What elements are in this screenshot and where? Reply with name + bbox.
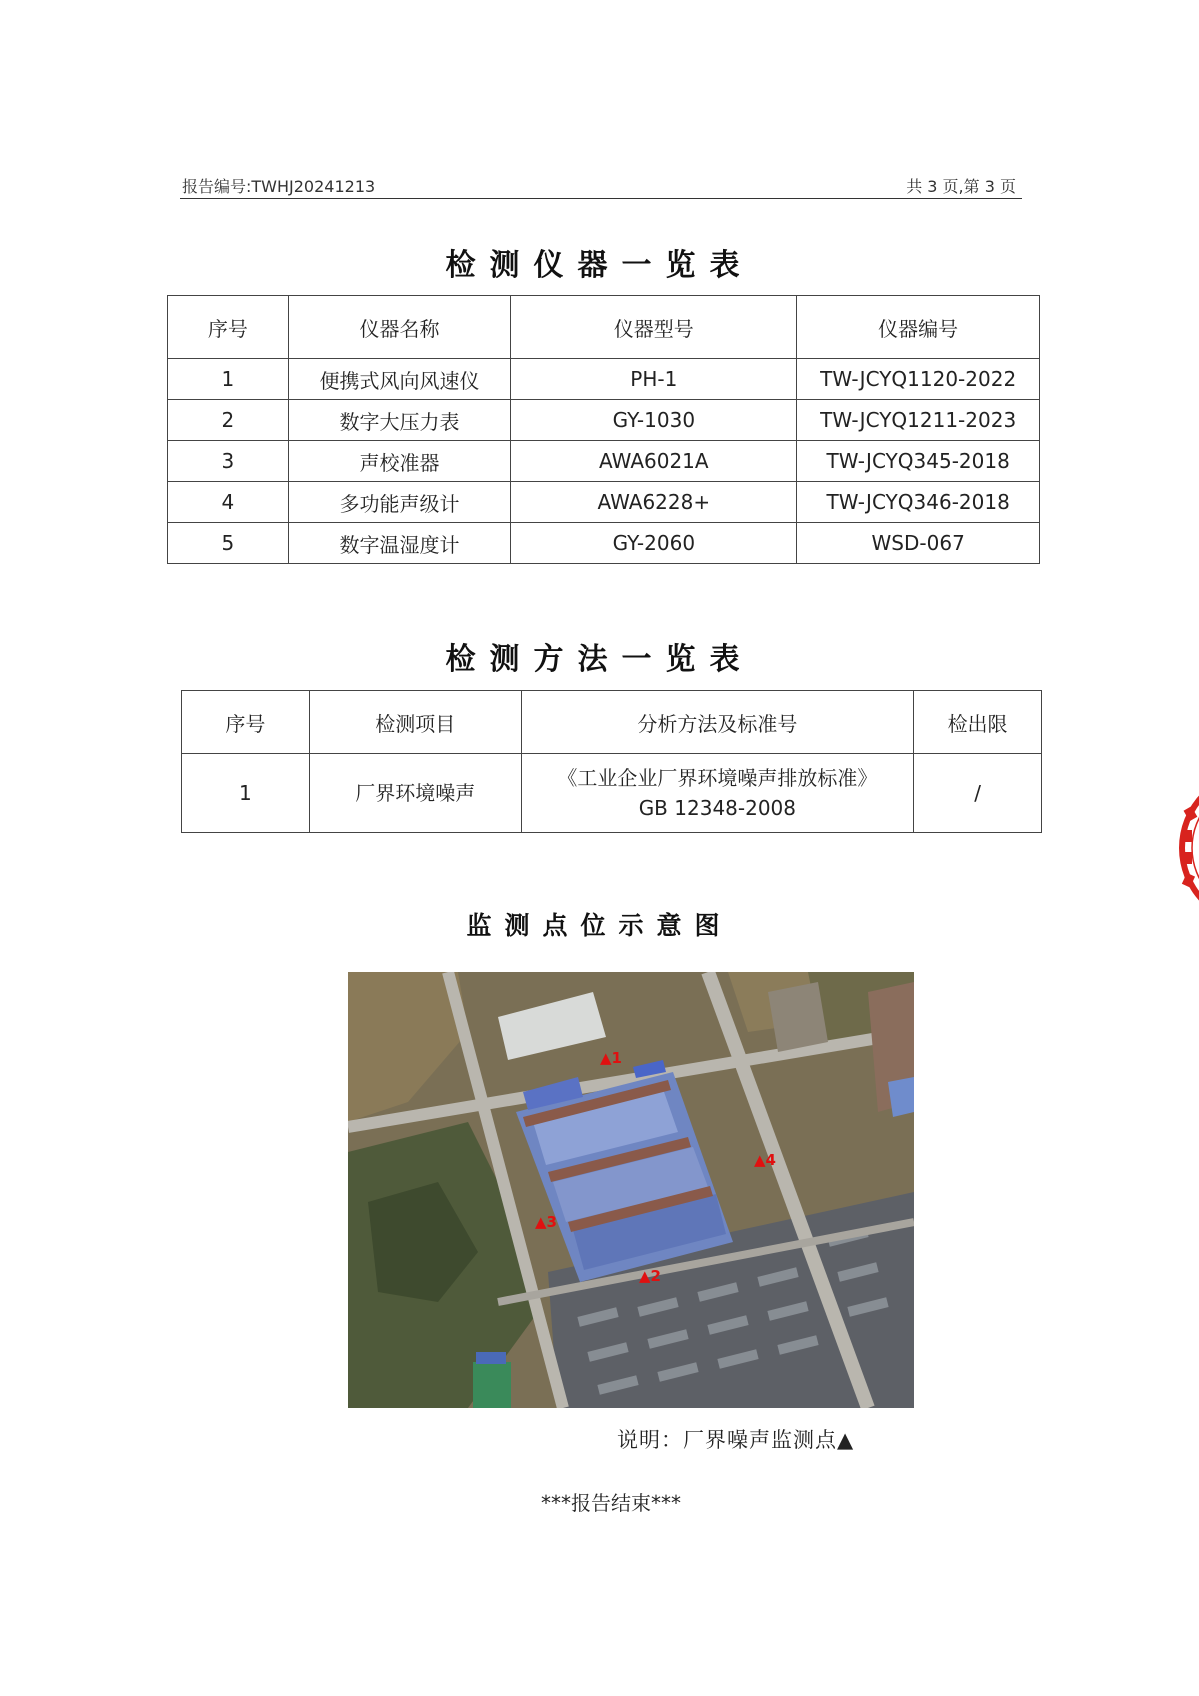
monitoring-point-1: ▲1 bbox=[600, 1049, 622, 1067]
page-header bbox=[180, 172, 1022, 199]
table-cell: 2 bbox=[168, 400, 289, 441]
table-cell: 5 bbox=[168, 523, 289, 564]
table-row bbox=[168, 441, 1040, 482]
column-header: 检测项目 bbox=[309, 691, 521, 754]
method-standard-name: 《工业企业厂界环境噪声排放标准》 bbox=[557, 766, 878, 790]
table-cell: 1 bbox=[168, 359, 289, 400]
map-graphic bbox=[348, 972, 914, 1408]
column-header: 序号 bbox=[182, 691, 310, 754]
column-header: 仪器编号 bbox=[797, 296, 1040, 359]
column-header: 序号 bbox=[168, 296, 289, 359]
report-number: 报告编号:TWHJ20241213 bbox=[182, 177, 376, 196]
table-cell: 4 bbox=[168, 482, 289, 523]
column-header: 分析方法及标准号 bbox=[521, 691, 914, 754]
table-header-row bbox=[182, 691, 1042, 754]
table-row bbox=[168, 400, 1040, 441]
table-cell: 数字大压力表 bbox=[288, 400, 511, 441]
table-cell: 1 bbox=[182, 754, 310, 833]
monitoring-point-2: ▲2 bbox=[639, 1267, 661, 1285]
table-cell: WSD-067 bbox=[797, 523, 1040, 564]
report-end-note: ***报告结束*** bbox=[541, 1491, 681, 1515]
table-cell: / bbox=[914, 754, 1042, 833]
table-header-row bbox=[168, 296, 1040, 359]
table-cell: AWA6228+ bbox=[511, 482, 797, 523]
seal-stamp bbox=[1168, 768, 1199, 928]
column-header: 仪器名称 bbox=[288, 296, 511, 359]
table-cell: TW-JCYQ1120-2022 bbox=[797, 359, 1040, 400]
map-title: 监测点位示意图 bbox=[466, 911, 733, 940]
table-row bbox=[168, 359, 1040, 400]
instruments-title: 检测仪器一览表 bbox=[445, 248, 754, 283]
table-cell: 便携式风向风速仪 bbox=[288, 359, 511, 400]
column-header: 检出限 bbox=[914, 691, 1042, 754]
method-cell bbox=[521, 754, 914, 833]
table-cell: TW-JCYQ1211-2023 bbox=[797, 400, 1040, 441]
table-row bbox=[168, 523, 1040, 564]
satellite-map bbox=[348, 972, 914, 1408]
monitoring-point-4: ▲4 bbox=[754, 1151, 776, 1169]
table-cell: 多功能声级计 bbox=[288, 482, 511, 523]
table-cell: TW-JCYQ345-2018 bbox=[797, 441, 1040, 482]
table-row bbox=[168, 482, 1040, 523]
monitoring-point-3: ▲3 bbox=[535, 1213, 557, 1231]
table-cell: 数字温湿度计 bbox=[288, 523, 511, 564]
table-row bbox=[182, 754, 1042, 833]
table-cell: TW-JCYQ346-2018 bbox=[797, 482, 1040, 523]
table-cell: AWA6021A bbox=[511, 441, 797, 482]
table-cell: GY-1030 bbox=[511, 400, 797, 441]
table-cell: 厂界环境噪声 bbox=[309, 754, 521, 833]
table-cell: 3 bbox=[168, 441, 289, 482]
instruments-table bbox=[167, 295, 1040, 564]
methods-title: 检测方法一览表 bbox=[445, 642, 754, 677]
column-header: 仪器型号 bbox=[511, 296, 797, 359]
page-info: 共 3 页,第 3 页 bbox=[906, 177, 1016, 196]
methods-table bbox=[181, 690, 1042, 833]
table-cell: GY-2060 bbox=[511, 523, 797, 564]
table-cell: 声校准器 bbox=[288, 441, 511, 482]
map-legend: 说明：厂界噪声监测点▲ bbox=[617, 1428, 855, 1452]
method-standard-number: GB 12348-2008 bbox=[638, 796, 797, 820]
table-cell: PH-1 bbox=[511, 359, 797, 400]
